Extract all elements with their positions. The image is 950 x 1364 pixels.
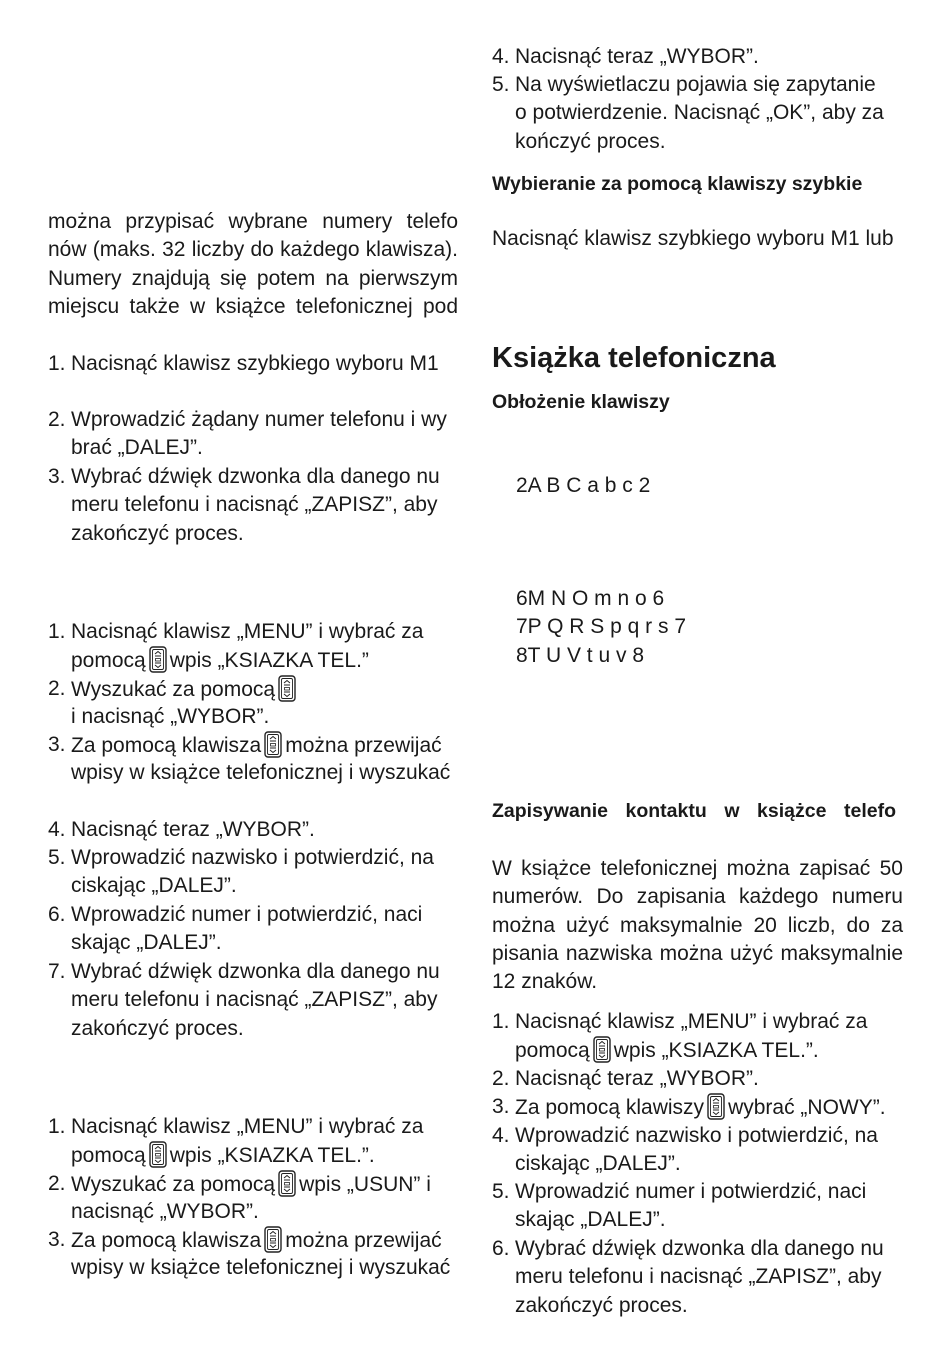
- text-line: można użyć maksymalnie 20 liczb, do za: [492, 913, 903, 937]
- list-number: 2.: [492, 1067, 510, 1090]
- list-text: zakończyć proces.: [71, 1016, 244, 1040]
- list-text: i nacisnąć „WYBOR”.: [71, 705, 270, 729]
- list-text: Wprowadzić nazwisko i potwierdzić, na: [515, 1124, 878, 1147]
- list-text: skając „DALEJ”.: [71, 931, 222, 955]
- list-number: 5.: [48, 846, 66, 869]
- text-line: nów (maks. 32 liczby do każdego klawisza).: [48, 238, 458, 262]
- list-text: Wprowadzić żądany numer telefonu i wy: [71, 408, 447, 431]
- text-line: Numery znajdują się potem na pierwszym: [48, 266, 458, 290]
- text-segment: wpis „KSIAZKA TEL.”.: [613, 1039, 819, 1063]
- list-text: Wybrać dźwięk dzwonka dla danego nu: [515, 1237, 884, 1260]
- list-text: [48, 646, 423, 674]
- list-item: [48, 1170, 431, 1227]
- text-line: pisania nazwiska można użyć maksymalnie: [492, 941, 903, 965]
- left-intro-paragraph: [48, 208, 458, 321]
- list-number: 4.: [492, 1124, 510, 1147]
- list-item: [48, 406, 447, 463]
- list-text: o potwierdzenie. Nacisnąć „OK”, aby za: [515, 101, 884, 125]
- list-text: [48, 1141, 423, 1169]
- key-row: 7P Q R S p q r s 7: [516, 615, 687, 639]
- text-segment: wybrać „NOWY”.: [728, 1096, 886, 1119]
- save-contact-intro: [492, 855, 903, 996]
- list-item: [48, 350, 439, 378]
- text-segment: wpis „USUN” i: [299, 1173, 431, 1196]
- text-segment: pomocą: [71, 649, 146, 673]
- list-text: [48, 1170, 431, 1198]
- list-item: [492, 1065, 759, 1093]
- list-item: [48, 1113, 423, 1170]
- text-segment: pomocą: [71, 1144, 146, 1168]
- list-text: Wybrać dźwięk dzwonka dla danego nu: [71, 960, 440, 983]
- list-item: [48, 1226, 450, 1283]
- list-text: Wybrać dźwięk dzwonka dla danego nu: [71, 465, 440, 488]
- phonebook-title: Książka telefoniczna: [492, 342, 776, 374]
- list-text: Nacisnąć klawisz „MENU” i wybrać za: [71, 1115, 424, 1138]
- list-number: 4.: [48, 818, 66, 841]
- list-text: wpisy w książce telefonicznej i wyszukać: [71, 1256, 451, 1280]
- navigation-key-icon: [264, 731, 282, 758]
- list-item: [48, 844, 434, 901]
- text-segment: wpis „KSIAZKA TEL.”.: [169, 1144, 375, 1168]
- list-item: [48, 816, 315, 844]
- list-text: meru telefonu i nacisnąć „ZAPISZ”, aby: [71, 988, 438, 1012]
- text-segment: Za pomocą klawisza: [71, 734, 262, 757]
- text-segment: można przewijać: [285, 734, 442, 757]
- list-text: Wprowadzić numer i potwierdzić, naci: [515, 1180, 867, 1203]
- save-contact-heading: Zapisywanie kontaktu w książce telefo: [492, 800, 896, 822]
- list-text: skając „DALEJ”.: [515, 1208, 666, 1232]
- list-number: 5.: [492, 1180, 510, 1203]
- list-text: meru telefonu i nacisnąć „ZAPISZ”, aby: [515, 1265, 882, 1289]
- list-text: Wprowadzić numer i potwierdzić, naci: [71, 903, 423, 926]
- text-segment: wpis „KSIAZKA TEL.”: [169, 649, 369, 673]
- key-layout-rows: [516, 472, 650, 500]
- list-number: 3.: [492, 1095, 510, 1118]
- list-item: [48, 463, 440, 548]
- list-number: 1.: [492, 1010, 510, 1033]
- list-text: [48, 731, 450, 759]
- list-item: [492, 1178, 866, 1235]
- list-text: brać „DALEJ”.: [71, 436, 203, 460]
- list-text: [48, 675, 299, 703]
- list-item: [492, 1235, 884, 1320]
- speed-dial-heading: Wybieranie za pomocą klawiszy szybkie: [492, 173, 863, 195]
- list-text: Nacisnąć teraz „WYBOR”.: [71, 818, 315, 841]
- key-row: 8T U V t u v 8: [516, 643, 644, 667]
- list-text: ciskając „DALEJ”.: [515, 1152, 681, 1176]
- list-text: Nacisnąć klawisz szybkiego wyboru M1: [71, 352, 439, 375]
- navigation-key-icon: [149, 646, 167, 673]
- speed-dial-text: Nacisnąć klawisz szybkiego wyboru M1 lub: [492, 227, 894, 250]
- list-text: Na wyświetlaczu pojawia się zapytanie: [515, 73, 876, 96]
- text-line: W książce telefonicznej można zapisać 50: [492, 857, 903, 880]
- list-item: [492, 1122, 878, 1179]
- list-number: 1.: [48, 352, 66, 375]
- list-text: Nacisnąć teraz „WYBOR”.: [515, 1067, 759, 1090]
- navigation-key-icon: [278, 675, 296, 702]
- list-text: zakończyć proces.: [71, 521, 244, 545]
- list-number: 6.: [492, 1237, 510, 1260]
- list-text: Nacisnąć klawisz „MENU” i wybrać za: [515, 1010, 868, 1033]
- list-item: [492, 43, 759, 71]
- list-number: 3.: [48, 733, 66, 756]
- text-line: można przypisać wybrane numery telefo: [48, 210, 458, 233]
- text-line: numerów. Do zapisania każdego numeru: [492, 885, 903, 909]
- list-item: [492, 1008, 867, 1065]
- text-segment: pomocą: [515, 1039, 590, 1063]
- list-item: [48, 618, 423, 675]
- key-row: 2A B C a b c 2: [516, 474, 651, 497]
- list-number: 3.: [48, 1228, 66, 1251]
- list-text: [492, 1036, 867, 1064]
- key-layout-rows: [516, 585, 686, 670]
- list-number: 2.: [48, 677, 66, 700]
- navigation-key-icon: [593, 1036, 611, 1063]
- list-text: ciskając „DALEJ”.: [71, 874, 237, 898]
- list-text: wpisy w książce telefonicznej i wyszukać: [71, 761, 451, 785]
- list-item: [48, 958, 440, 1043]
- list-number: 3.: [48, 465, 66, 488]
- list-item: [492, 1093, 886, 1121]
- list-text: Nacisnąć klawisz „MENU” i wybrać za: [71, 620, 424, 643]
- text-segment: Wyszukać za pomocą: [71, 1173, 276, 1196]
- list-item: [492, 71, 884, 156]
- list-number: 5.: [492, 73, 510, 96]
- list-text: Nacisnąć teraz „WYBOR”.: [515, 45, 759, 68]
- list-text: kończyć proces.: [515, 129, 666, 153]
- key-layout-heading: Obłożenie klawiszy: [492, 391, 670, 413]
- text-segment: Za pomocą klawisza: [71, 1229, 262, 1252]
- list-number: 2.: [48, 1172, 66, 1195]
- navigation-key-icon: [149, 1141, 167, 1168]
- list-number: 1.: [48, 620, 66, 643]
- navigation-key-icon: [707, 1093, 725, 1120]
- list-number: 6.: [48, 903, 66, 926]
- list-text: meru telefonu i nacisnąć „ZAPISZ”, aby: [71, 493, 438, 517]
- list-text: Wprowadzić nazwisko i potwierdzić, na: [71, 846, 434, 869]
- text-segment: Za pomocą klawiszy: [515, 1096, 705, 1119]
- list-item: [48, 731, 450, 788]
- list-number: 4.: [492, 45, 510, 68]
- text-line: miejscu także w książce telefonicznej pod: [48, 294, 458, 318]
- list-text: [492, 1093, 886, 1121]
- navigation-key-icon: [264, 1226, 282, 1253]
- list-text: zakończyć proces.: [515, 1293, 688, 1317]
- text-line: 12 znaków.: [492, 970, 598, 994]
- text-segment: można przewijać: [285, 1229, 442, 1252]
- list-number: 2.: [48, 408, 66, 431]
- list-text: nacisnąć „WYBOR”.: [71, 1200, 259, 1224]
- key-row: 6M N O m n o 6: [516, 587, 665, 610]
- list-number: 7.: [48, 960, 66, 983]
- list-item: [48, 901, 422, 958]
- list-number: 1.: [48, 1115, 66, 1138]
- text-segment: Wyszukać za pomocą: [71, 678, 276, 701]
- list-item: [48, 675, 299, 732]
- navigation-key-icon: [278, 1170, 296, 1197]
- list-text: [48, 1226, 450, 1254]
